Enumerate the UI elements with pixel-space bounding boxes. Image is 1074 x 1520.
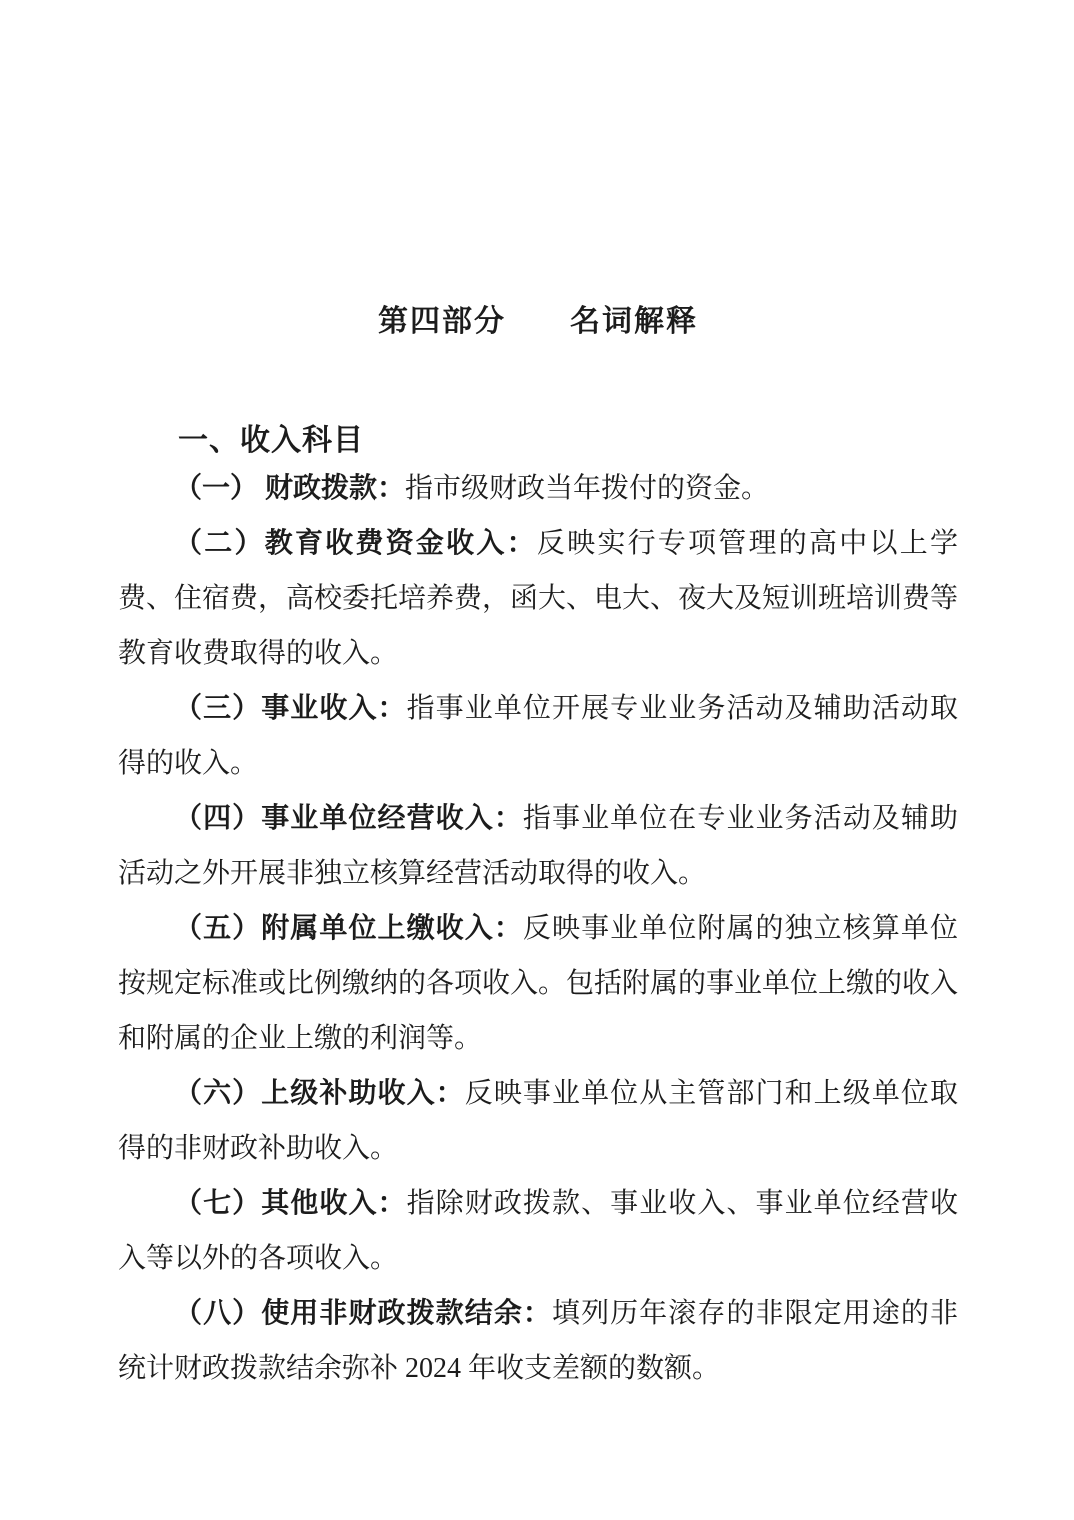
definition-list [118,461,958,1396]
term-label: （六）上级补助收入： [174,1078,465,1109]
term-label: （八）使用非财政拨款结余： [174,1298,552,1329]
term-definition: 反映实行专项管理的高中以上学费、住宿费，高校委托培养费，函大、电大、夜大及短训班培训费等教育收费取得的收入。 [118,528,959,669]
term-label: （四）事业单位经营收入： [174,803,523,834]
term-definition: 指事业单位开展专业业务活动及辅助活动取得的收入。 [118,693,958,779]
definition-paragraph [118,461,958,516]
term-definition: 反映事业单位附属的独立核算单位按规定标准或比例缴纳的各项收入。包括附属的事业单位上缴的收入和附属的企业上缴的利润等。 [118,913,959,1054]
definition-paragraph [118,1176,958,1286]
definition-paragraph [118,901,958,1066]
section-heading-income-categories: 一、收入科目 [178,424,364,457]
term-definition: 指市级财政当年拨付的资金。 [405,473,770,504]
definition-paragraph [118,681,958,791]
term-label: （七）其他收入： [174,1188,407,1219]
term-definition: 指事业单位在专业业务活动及辅助活动之外开展非独立核算经营活动取得的收入。 [118,803,958,889]
definition-paragraph [118,1066,958,1176]
term-label: （五）附属单位上缴收入： [174,913,523,944]
term-label: （二）教育收费资金收入： [174,528,537,559]
term-definition: 指除财政拨款、事业收入、事业单位经营收入等以外的各项收入。 [118,1188,958,1274]
term-label: （一） 财政拨款： [174,473,406,504]
definition-paragraph [118,516,958,681]
term-label: （三）事业收入： [174,693,407,724]
document-title: 第四部分 名词解释 [378,305,698,338]
term-definition: 反映事业单位从主管部门和上级单位取得的非财政补助收入。 [118,1078,958,1164]
term-definition: 填列历年滚存的非限定用途的非统计财政拨款结余弥补 2024 年收支差额的数额。 [118,1298,958,1384]
definition-paragraph [118,791,958,901]
definition-paragraph [118,1286,958,1396]
